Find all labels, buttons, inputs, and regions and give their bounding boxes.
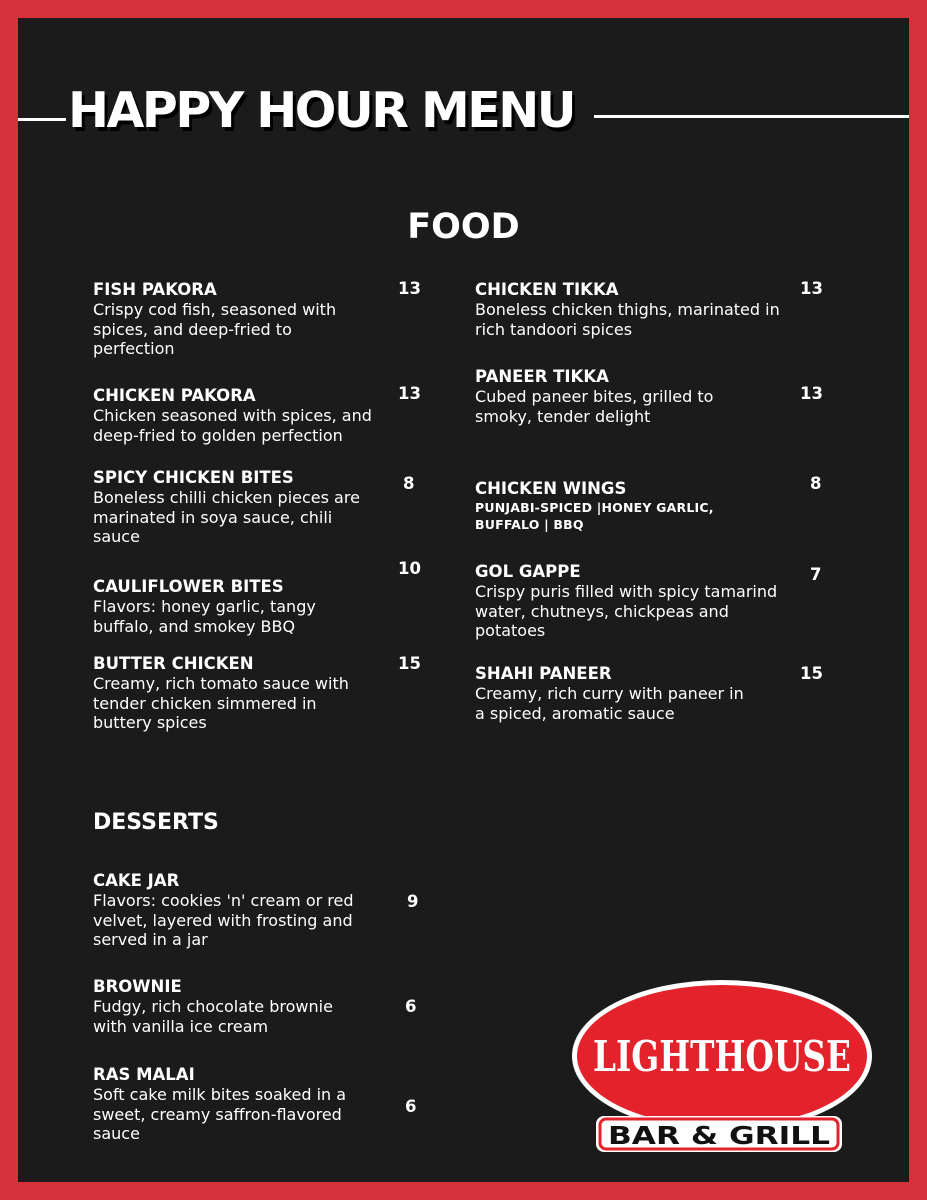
item-description: Soft cake milk bites soaked in a sweet, creamy saffron-flavored sauce [93, 1085, 347, 1143]
menu-item-shahi-paneer [475, 664, 755, 723]
item-description: Creamy, rich tomato sauce with tender chicken simmered in buttery spices [93, 674, 349, 732]
menu-item-gol-gappe [475, 562, 795, 641]
item-description: Flavors: honey garlic, tangy buffalo, and smokey BBQ [93, 597, 316, 636]
menu-item-brownie [93, 977, 363, 1036]
item-name: CHICKEN WINGS [475, 479, 627, 498]
menu-item-chicken-wings [475, 479, 745, 533]
item-price: 13 [398, 279, 421, 298]
menu-item-fish-pakora [93, 280, 378, 359]
item-name: CHICKEN PAKORA [93, 386, 256, 405]
menu-item-chicken-pakora [93, 386, 378, 445]
item-description: Cubed paneer bites, grilled to smoky, tender delight [475, 387, 714, 426]
menu-item-cauliflower-bites [93, 577, 378, 636]
item-name: CHICKEN TIKKA [475, 280, 619, 299]
item-price: 13 [800, 384, 823, 403]
item-price: 10 [398, 559, 421, 578]
item-price: 6 [405, 1097, 417, 1116]
menu-title: HAPPY HOUR MENU [68, 82, 575, 139]
food-heading: FOOD [407, 207, 520, 247]
item-name: PANEER TIKKA [475, 367, 609, 386]
lighthouse-logo [570, 976, 876, 1156]
item-description: Creamy, rich curry with paneer in a spiced, aromatic sauce [475, 684, 744, 723]
item-price: 15 [800, 664, 823, 683]
item-price: 8 [810, 474, 822, 493]
item-name: BUTTER CHICKEN [93, 654, 254, 673]
item-name: SPICY CHICKEN BITES [93, 468, 294, 487]
menu-item-ras-malai [93, 1065, 373, 1144]
logo-wordmark: LIGHTHOUSE [593, 1032, 851, 1081]
item-description: PUNJABI-SPICED |HONEY GARLIC, BUFFALO | BBQ [475, 500, 714, 532]
item-description: Crispy puris filled with spicy tamarind water, chutneys, chickpeas and potatoes [475, 582, 778, 640]
item-description: Chicken seasoned with spices, and deep-fried to golden perfection [93, 406, 372, 445]
menu-card [18, 18, 909, 1182]
item-description: Fudgy, rich chocolate brownie with vanilla ice cream [93, 997, 333, 1036]
menu-item-butter-chicken [93, 654, 378, 733]
item-price: 15 [398, 654, 421, 673]
item-name: BROWNIE [93, 977, 182, 996]
item-description: Flavors: cookies 'n' cream or red velvet, layered with frosting and served in a jar [93, 891, 354, 949]
title-rule-right [594, 115, 909, 118]
item-price: 9 [407, 892, 419, 911]
menu-item-chicken-tikka [475, 280, 785, 339]
item-description: Crispy cod fish, seasoned with spices, and deep-fried to perfection [93, 300, 337, 358]
item-name: FISH PAKORA [93, 280, 217, 299]
item-price: 8 [403, 474, 415, 493]
item-price: 6 [405, 997, 417, 1016]
menu-item-spicy-chicken-bites [93, 468, 378, 547]
item-price: 13 [800, 279, 823, 298]
logo-subtitle: BAR & GRILL [608, 1121, 831, 1150]
desserts-heading: DESSERTS [93, 810, 219, 835]
item-name: SHAHI PANEER [475, 664, 612, 683]
item-name: CAKE JAR [93, 871, 180, 890]
item-description: Boneless chilli chicken pieces are marinated in soya sauce, chili sauce [93, 488, 360, 546]
item-name: RAS MALAI [93, 1065, 195, 1084]
item-price: 7 [810, 565, 822, 584]
item-price: 13 [398, 384, 421, 403]
menu-item-paneer-tikka [475, 367, 745, 426]
item-name: GOL GAPPE [475, 562, 581, 581]
item-description: Boneless chicken thighs, marinated in rich tandoori spices [475, 300, 780, 339]
item-name: CAULIFLOWER BITES [93, 577, 284, 596]
menu-item-cake-jar [93, 871, 383, 950]
title-rule-left [18, 118, 66, 121]
